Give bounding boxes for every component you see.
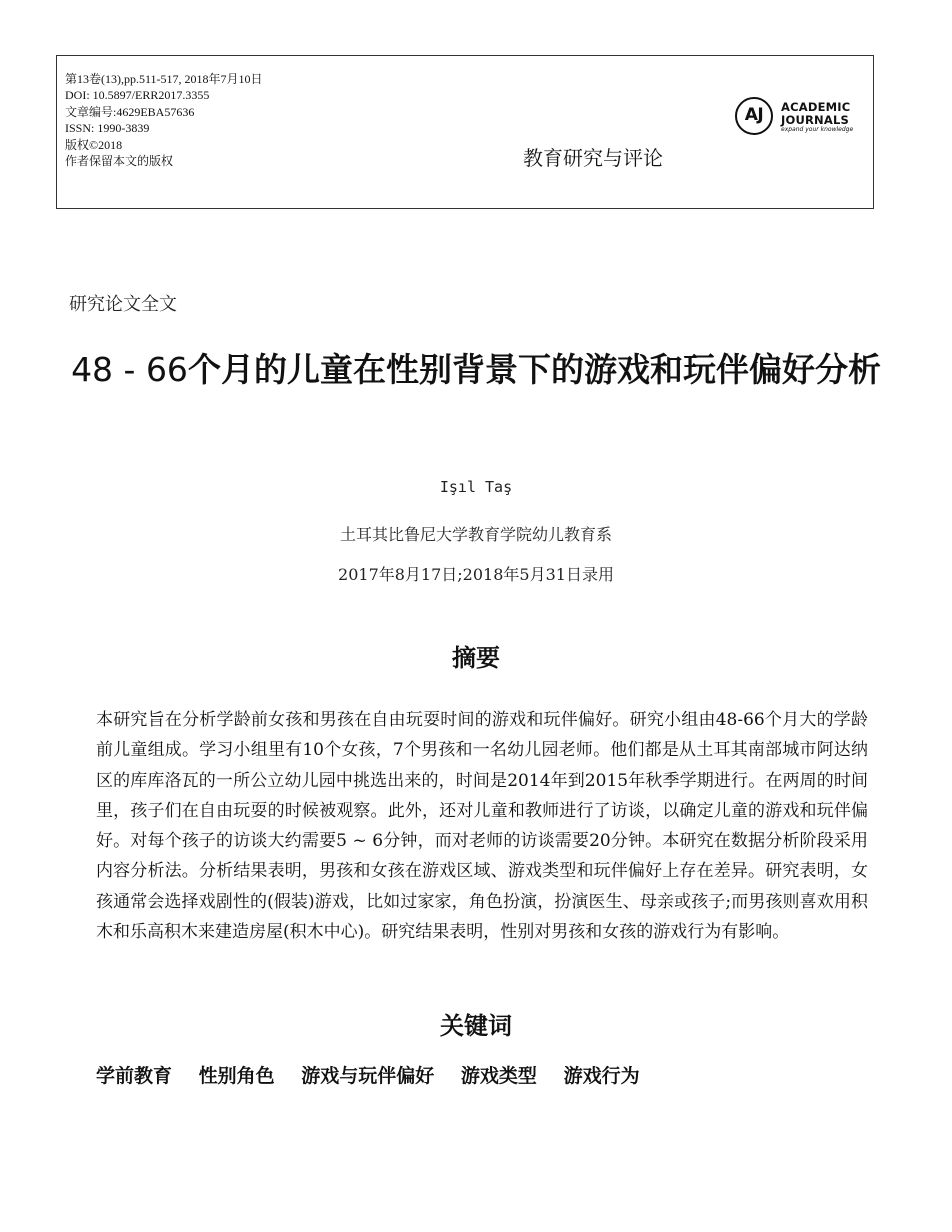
meta-article-number: 文章编号:4629EBA57636 (65, 104, 195, 119)
meta-doi: DOI: 10.5897/ERR2017.3355 (65, 88, 210, 103)
received-accepted-dates: 2017年8月17日;2018年5月31日录用 (338, 565, 614, 584)
keyword-item: 性别角色 (198, 1065, 275, 1087)
academic-journals-logo (735, 96, 865, 140)
title-text: 个月的儿童在性别背景下的游戏和玩伴偏好分析 (187, 350, 881, 389)
author-affiliation: 土耳其比鲁尼大学教育学院幼儿教育系 (339, 525, 612, 544)
abstract-text: 本研究旨在分析学龄前女孩和男孩在自由玩耍时间的游戏和玩伴偏好。研究小组由48-66个月大的学龄前儿童组成。学习小组里有10个女孩，7个男孩和一名幼儿园老师。他们都是从土耳其南部城市阿达纳区的库库洛瓦的一所公立幼儿园中挑选出来的，时间是2014年到2015年秋季学期进行。在两周的时间里，孩子们在自由玩耍的时候被观察。此外，还对儿童和教师进行了访谈，以确定儿童的游戏和玩伴偏好。对每个孩子的访谈大约需要5 ~ 6分钟，而对老师的访谈需要20分钟。本研究在数据分析阶段采用内容分析法。分析结果表明，男孩和女孩在游戏区域、游戏类型和玩伴偏好上存在差异。研究表明，女孩通常会选择戏剧性的(假装)游戏，比如过家家，角色扮演，扮演医生、母亲或孩子;而男孩则喜欢用积木和乐高积木来建造房屋(积木中心)。研究结果表明，性别对男孩和女孩的游戏行为有影响。 (96, 710, 868, 943)
aj-logo-text (781, 101, 853, 134)
logo-tagline: expand your knowledge (781, 126, 854, 133)
journal-name: 教育研究与评论 (523, 146, 663, 170)
article-type: 研究论文全文 (69, 294, 177, 315)
journal-header (56, 55, 874, 209)
logo-line-1: ACADEMIC (781, 100, 851, 114)
keywords-heading: 关键词 (440, 1012, 512, 1040)
meta-copyright-notice: 作者保留本文的版权 (65, 154, 174, 169)
meta-issn: ISSN: 1990-3839 (65, 121, 150, 136)
aj-logo-icon: AJ (735, 97, 773, 135)
keywords-list (96, 1061, 876, 1088)
logo-line-2: JOURNALS (781, 112, 849, 127)
meta-volume: 第13卷(13),pp.511-517, 2018年7月10日 (65, 72, 263, 86)
paper-title (70, 338, 882, 401)
title-number-part: 48 - 66 (71, 350, 188, 389)
meta-copyright-year: 版权©2018 (65, 137, 123, 152)
abstract-heading: 摘要 (452, 644, 500, 672)
keyword-item: 游戏行为 (563, 1065, 640, 1087)
keyword-item: 学前教育 (96, 1065, 173, 1087)
keyword-item: 游戏类型 (460, 1065, 537, 1087)
author-name: Işıl Taş (439, 478, 513, 496)
article-metadata (65, 71, 345, 193)
keyword-item: 游戏与玩伴偏好 (301, 1065, 435, 1087)
